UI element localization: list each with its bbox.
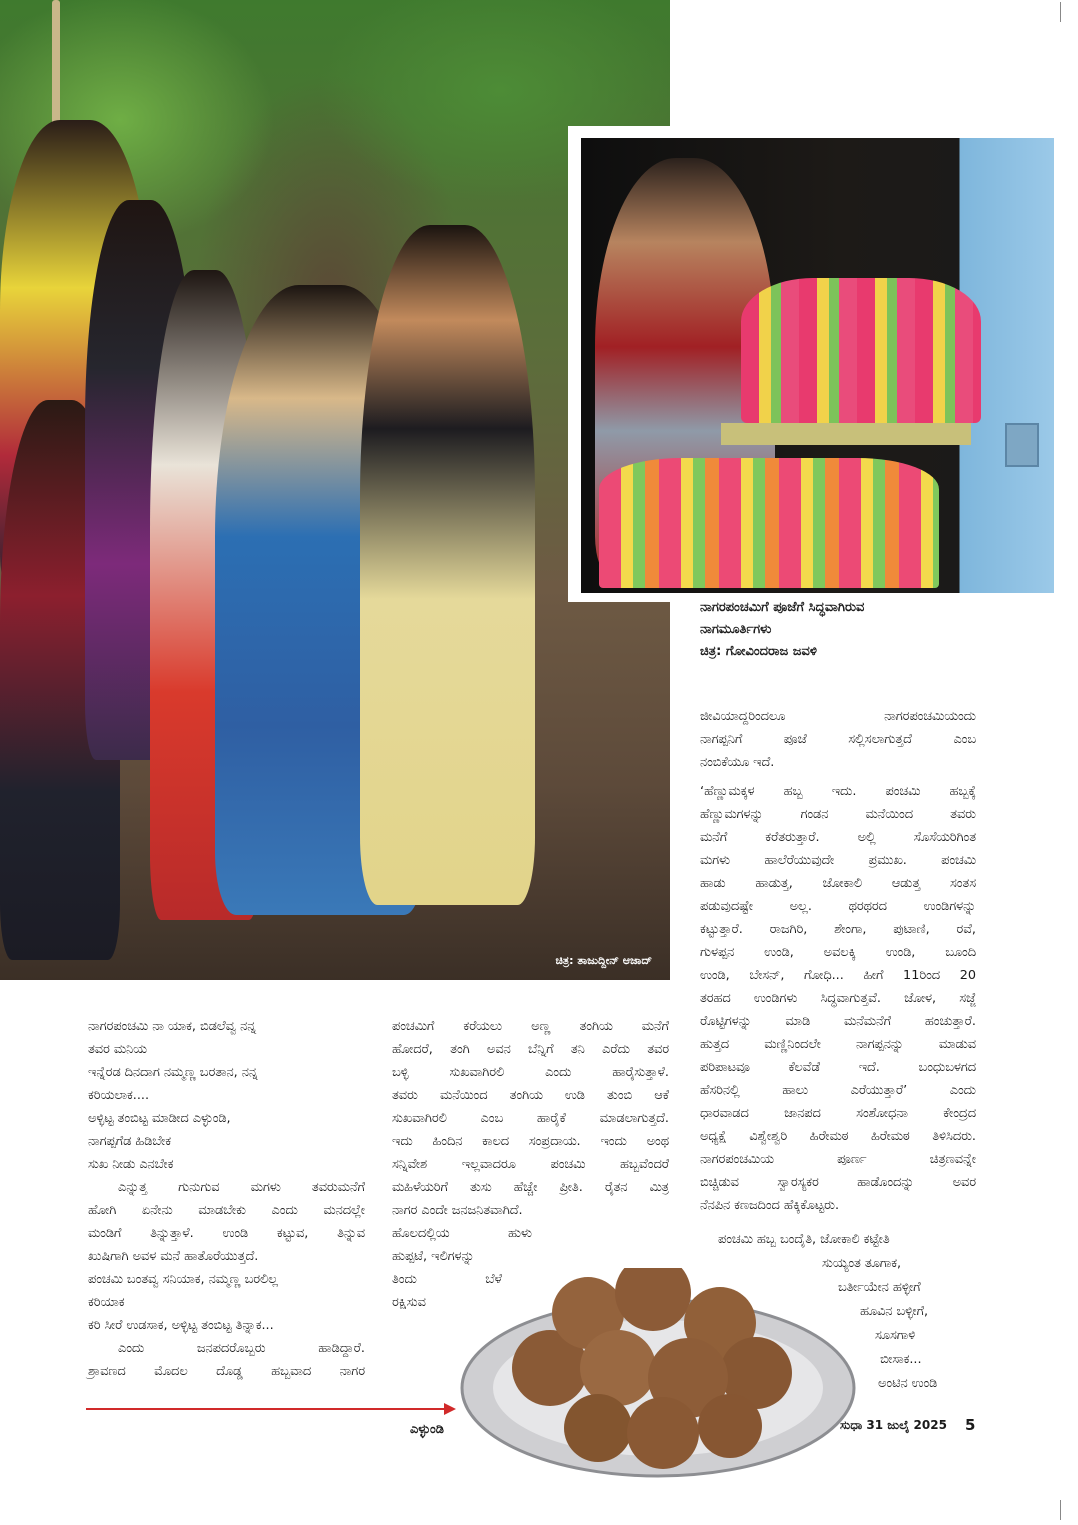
- song-line: ಕರಿಯಲಾಕ....: [88, 1088, 150, 1103]
- poem-line: ಬರ್ತೀಯೇನ ಹಳ್ಳೀಗೆ: [838, 1280, 921, 1295]
- text-line: ಹೋಗಿ ಏನೇನು ಮಾಡಬೇಕು ಎಂದು ಮನದಲ್ಲೇ: [88, 1203, 365, 1218]
- text-line: ನಾಗರ ಎಂದೇ ಜನಜನಿತವಾಗಿದೆ.: [392, 1203, 523, 1218]
- text-line: ಮಹಿಳೆಯರಿಗೆ ತುಸು ಹೆಚ್ಚೇ ಪ್ರೀತಿ. ರೈತನ ಮಿತ್ರ: [392, 1180, 669, 1195]
- text-line: ರೊಟ್ಟಿಗಳನ್ನು ಮಾಡಿ ಮನೆಮನೆಗೆ ಹಂಚುತ್ತಾರೆ.: [700, 1014, 976, 1029]
- inset-naga-idols-photo: [568, 126, 1068, 602]
- pointer-arrow-line: [86, 1408, 446, 1410]
- text-line: ಇದು ಹಿಂದಿನ ಕಾಲದ ಸಂಪ್ರದಾಯ. ಇಂದು ಅಂಥ: [392, 1134, 669, 1149]
- text-line: ಹೊಲದಲ್ಲಿಯ ಹುಳು: [392, 1226, 532, 1241]
- text-line: ನೆನಪಿನ ಕಣಜದಿಂದ ಹೆಕ್ಕಿಕೊಟ್ಟರು.: [700, 1198, 840, 1213]
- text-line: ಹೆಸರಿನಲ್ಲಿ ಹಾಲು ಎರೆಯುತ್ತಾರೆ’ ಎಂದು: [700, 1083, 976, 1098]
- text-line: ಹುತ್ತದ ಮಣ್ಣಿನಿಂದಲೇ ನಾಗಪ್ಪನನ್ನು ಮಾಡುವ: [700, 1037, 976, 1052]
- text-line: ಮಗಳು ಹಾಲೆರೆಯುವುದೇ ಪ್ರಮುಖ. ಪಂಚಮಿ: [700, 853, 976, 868]
- crop-mark: [1060, 2, 1061, 22]
- laddu: [564, 1394, 632, 1462]
- text-line: ನಂಬಿಕೆಯೂ ಇದೆ.: [700, 755, 775, 770]
- song-line: ಕರಿಯಾಕ: [88, 1295, 125, 1310]
- text-line: ಶ್ರಾವಣದ ಮೊದಲ ದೊಡ್ಡ ಹಬ್ಬವಾದ ನಾಗರ: [88, 1364, 365, 1379]
- idol-shelf: [721, 423, 971, 445]
- laddu: [580, 1330, 656, 1406]
- poem-line: ಪಂಚಮಿ ಹಬ್ಬ ಬಂದೈತಿ, ಜೋಕಾಲಿ ಕಟ್ಟೇತಿ: [718, 1232, 890, 1247]
- ellundi-plate-image: [458, 1268, 858, 1478]
- poem-line: ಸೂಸಗಾಳಿ: [875, 1328, 916, 1343]
- text-line: ತರಹದ ಉಂಡಿಗಳು ಸಿದ್ಧವಾಗುತ್ತವೆ. ಜೋಳ, ಸಜ್ಜೆ: [700, 991, 976, 1006]
- text-line: ಸನ್ನಿವೇಶ ಇಲ್ಲವಾದರೂ ಪಂಚಮಿ ಹಬ್ಬವೆಂದರೆ: [392, 1157, 669, 1172]
- text-line: ಗುಳಪ್ಪನ ಉಂಡಿ, ಅವಲಕ್ಕಿ ಉಂಡಿ, ಬೂಂದಿ: [700, 945, 976, 960]
- inset-caption: [700, 597, 1040, 663]
- text-line: ಹಾಡು ಹಾಡುತ್ತ, ಜೋಕಾಲಿ ಆಡುತ್ತ ಸಂತಸ: [700, 876, 976, 891]
- song-line: ತವರ ಮನಿಯ: [88, 1042, 147, 1057]
- text-line: ನಾಗಪ್ಪನಿಗೆ ಪೂಜೆ ಸಲ್ಲಿಸಲಾಗುತ್ತದೆ ಎಂಬ: [700, 732, 976, 747]
- text-line: ಪಡುವುದಷ್ಟೇ ಅಲ್ಲ. ಥರಥರದ ಉಂಡಿಗಳನ್ನು: [700, 899, 976, 914]
- text-line: ನಾಗರಪಂಚಮಿಯ ಪೂರ್ಣ ಚಿತ್ರಣವನ್ನೇ: [700, 1152, 976, 1167]
- inset-image: [581, 138, 1054, 593]
- song-line: ಸುಖ ನೀಡು ಎನಬೇಕ: [88, 1157, 174, 1172]
- song-line: ಅಳ್ಳಿಟ್ಟ ತಂಬಿಟ್ಟ ಮಾಡೀದ ಎಳ್ಳುಂಡಿ,: [88, 1111, 231, 1126]
- pointer-arrow-head: [444, 1403, 456, 1415]
- text-line: ಹೋದರೆ, ತಂಗಿ ಅವನ ಬೆನ್ನಿಗೆ ತನಿ ಎರೆದು ತವರ: [392, 1042, 669, 1057]
- text-line: ಮನೆಗೆ ಕರೆತರುತ್ತಾರೆ. ಅಲ್ಲಿ ಸೊಸೆಯರಿಗಿಂತ: [700, 830, 976, 845]
- laddu: [627, 1397, 699, 1469]
- text-line: ಎಂದು ಜನಪದರೊಬ್ಬರು ಹಾಡಿದ್ದಾರೆ.: [118, 1341, 365, 1356]
- text-line: ಬಿಚ್ಚಿಡುವ ಸ್ವಾರಸ್ಯಕರ ಹಾಡೊಂದನ್ನು ಅವರ: [700, 1175, 976, 1190]
- text-line: ಕಟ್ಟುತ್ತಾರೆ. ರಾಜಗಿರಿ, ಶೇಂಗಾ, ಪುಟಾಣಿ, ರವೆ,: [700, 922, 976, 937]
- text-line: ಧಾರವಾಡದ ಜಾನಪದ ಸಂಶೋಧನಾ ಕೇಂದ್ರದ: [700, 1106, 976, 1121]
- text-line: ಸುಖವಾಗಿರಲಿ ಎಂಬ ಹಾರೈಕೆ ಮಾಡಲಾಗುತ್ತದೆ.: [392, 1111, 669, 1126]
- text-line: ಪಂಚಮಿಗೆ ಕರೆಯಲು ಅಣ್ಣ ತಂಗಿಯ ಮನೆಗೆ: [392, 1019, 669, 1034]
- crop-mark: [1060, 1500, 1061, 1520]
- right-text-column: [700, 705, 976, 1217]
- left-text-column: [88, 1015, 365, 1383]
- caption-line: ನಾಗರಪಂಚಮಿಗೆ ಪೂಜೆಗೆ ಸಿದ್ಧವಾಗಿರುವ: [700, 600, 865, 615]
- woman-yellow-gown: [360, 225, 535, 905]
- text-line: ಉಂಡಿ, ಬೇಸನ್, ಗೋಧಿ... ಹೀಗೆ 11ರಿಂದ 20: [700, 968, 976, 983]
- text-line: ಹುಪ್ಪಟೆ, ಇಲಿಗಳನ್ನು: [392, 1249, 475, 1264]
- poem-line: ಅಂಟಿನ ಉಂಡಿ: [878, 1376, 938, 1391]
- song-line: ನಾಗರಪಂಚಮಿ ನಾ ಯಾಕ, ಬಿಡಲೆವ್ವ ನನ್ನ: [88, 1019, 257, 1034]
- poem-line: ಬೀಸಾಕ...: [880, 1352, 922, 1367]
- song-line: ನಾಗಪ್ಪಗೆಡ ಹಿಡಿಬೇಕ: [88, 1134, 171, 1149]
- text-line: ಹೆಣ್ಣುಮಗಳನ್ನು ಗಂಡನ ಮನೆಯಿಂದ ತವರು: [700, 807, 976, 822]
- magazine-folio: ಸುಧಾ 31 ಜುಲೈ 2025: [840, 1418, 947, 1432]
- page-number: 5: [965, 1416, 976, 1434]
- text-line: ಮಂಡಿಗೆ ತಿನ್ನುತ್ತಾಳೆ. ಉಂಡಿ ಕಟ್ಟುವ, ತಿನ್ನುವ: [88, 1226, 365, 1241]
- text-line: ಅಧ್ಯಕ್ಷೆ ವಿಶ್ವೇಶ್ವರಿ ಹಿರೇಮಠ ಹಿರೇಮಠ ತಿಳಿಸಿದರು.: [700, 1129, 976, 1144]
- idols-top: [741, 278, 981, 423]
- caption-line: ನಾಗಮೂರ್ತಿಗಳು: [700, 622, 772, 637]
- idols-bottom: [599, 458, 939, 588]
- text-line: ರಕ್ಷಿಸುವ: [392, 1295, 426, 1310]
- text-line: ಖುಷಿಗಾಗಿ ಅವಳ ಮನೆ ಹಾತೊರೆಯುತ್ತದೆ.: [88, 1249, 259, 1264]
- text-line: ಬಳ್ಳಿ ಸುಖವಾಗಿರಲಿ ಎಂದು ಹಾರೈಸುತ್ತಾಳೆ.: [392, 1065, 669, 1080]
- text-line: ಪರಿಪಾಟವೂ ಕೆಲವೆಡೆ ಇದೆ. ಬಂಧುಬಳಗದ: [700, 1060, 976, 1075]
- poem-line: ಸುಯ್ಯಂತ ತೂಗಾಕ,: [822, 1256, 902, 1271]
- song-line: ಪಂಚಮಿ ಬಂತವ್ವ ಸನಿಯಾಕ, ನಮ್ಮಣ್ಣ ಬರಲಿಲ್ಲ: [88, 1272, 278, 1287]
- laddu: [698, 1394, 762, 1458]
- song-line: ಕರಿ ಸೀರೆ ಉಡಸಾಕ, ಅಳ್ಳಿಟ್ಟ ತಂಬಿಟ್ಟ ತಿನ್ನಾಕ...: [88, 1318, 274, 1333]
- text-line: ಜೀವಿಯಾದ್ದರಿಂದಲೂ ನಾಗರಪಂಚಮಿಯಂದು: [700, 709, 976, 724]
- caption-credit: ಚಿತ್ರ: ಗೋವಿಂದರಾಜ ಜವಳಿ: [700, 644, 817, 659]
- song-line: ಇನ್ನೆರಡ ದಿನದಾಗ ನಮ್ಮಣ್ಣ ಬರತಾನ, ನನ್ನ: [88, 1065, 258, 1080]
- door-latch: [1005, 423, 1039, 467]
- text-line: ಎನ್ನುತ್ತ ಗುನುಗುವ ಮಗಳು ತವರುಮನೆಗೆ: [118, 1180, 365, 1195]
- poem-line: ಹೂವಿನ ಬಳ್ಳೀಗೆ,: [860, 1304, 929, 1319]
- text-line: ತವರು ಮನೆಯಿಂದ ತಂಗಿಯ ಉಡಿ ತುಂಬಿ ಆಕೆ: [392, 1088, 669, 1103]
- plate-label: ಎಳ್ಳುಂಡಿ: [410, 1422, 444, 1437]
- text-line: ‘ಹೆಣ್ಣುಮಕ್ಕಳ ಹಬ್ಬ ಇದು. ಪಂಚಮಿ ಹಬ್ಬಕ್ಕೆ: [700, 784, 976, 799]
- text-line: ತಿಂದು ಬೆಳೆ: [392, 1272, 502, 1287]
- photo-credit: ಚಿತ್ರ: ತಾಜುದ್ದೀನ್ ಆಜಾದ್: [555, 954, 652, 967]
